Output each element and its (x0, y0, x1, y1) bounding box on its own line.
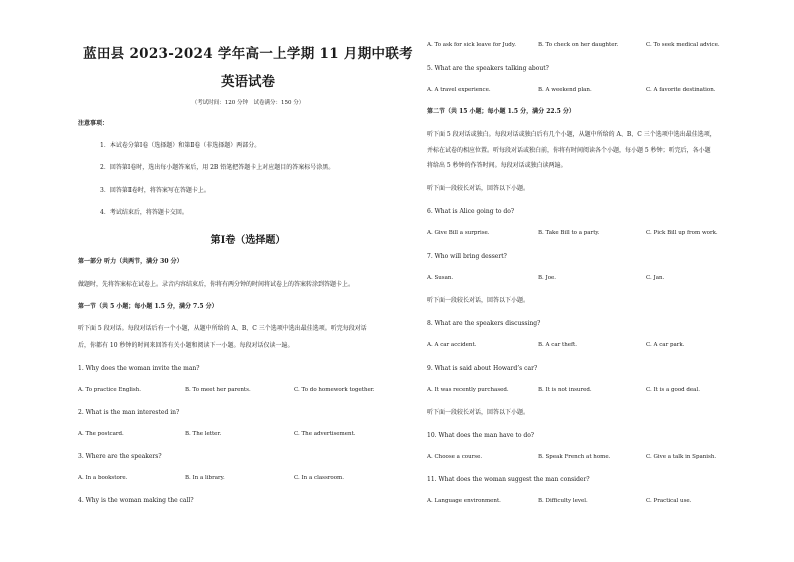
option-a: A. To ask for sick leave for Judy. (427, 42, 516, 48)
option-b: B. A weekend plan. (538, 87, 592, 93)
option-b: B. The letter. (185, 431, 222, 437)
question-stem: 2. What is the man interested in? (78, 409, 180, 416)
question-options (427, 498, 767, 506)
question-options (427, 230, 767, 238)
note-item: 3．回答第Ⅱ卷时，将答案写在答题卡上。 (100, 187, 210, 194)
option-b: B. In a library. (185, 475, 225, 481)
question-options (427, 454, 767, 462)
option-c: C. Practical use. (646, 498, 692, 504)
section2-instruction: 并标在试卷的相应位置。听每段对话或独白前，你将有时间阅读各个小题，每小题 5 秒钟；听完后，各小题 (427, 147, 711, 154)
listen-instruction: 听下面一段较长对话，回答以下小题。 (427, 409, 530, 416)
section1-instruction: 听下面 5 段对话。每段对话后有一个小题，从题中所给的 A、B、C 三个选项中选出最佳选项。听完每段对话 (78, 325, 367, 332)
section2-instruction: 听下面 5 段对话或独白。每段对话或独白后有几个小题，从题中所给的 A、B、C 三个选项中选出最佳选项， (427, 131, 716, 138)
notes-heading: 注意事项： (78, 120, 109, 127)
option-b: B. Difficulty level. (538, 498, 588, 504)
listen-instruction: 听下面一段较长对话，回答以下小题。 (427, 297, 530, 304)
option-c: C. In a classroom. (294, 475, 344, 481)
question-options (427, 275, 767, 283)
option-b: B. It is not insured. (538, 387, 592, 393)
option-b: B. Speak French at home. (538, 454, 611, 460)
right-column (427, 0, 767, 562)
part1-instruction: 做题时，先将答案标在试卷上。录音内容结束后，你将有两分钟的时间将试卷上的答案转涂到答题卡上。 (78, 281, 355, 288)
option-b: B. Take Bill to a party. (538, 230, 600, 236)
question-options (427, 42, 767, 50)
question-stem: 4. Why is the woman making the call? (78, 497, 194, 504)
exam-title: 蓝田县 2023-2024 学年高一上学期 11 月期中联考 (83, 46, 413, 62)
option-c: C. To seek medical advice. (646, 42, 720, 48)
option-b: B. To check on her daughter. (538, 42, 619, 48)
option-c: C. The advertisement. (294, 431, 356, 437)
option-a: A. To practice English. (78, 387, 142, 393)
note-item: 4．考试结束后，将答题卡交回。 (100, 209, 188, 216)
option-c: C. A car park. (646, 342, 685, 348)
left-column (78, 0, 418, 562)
option-a: A. Choose a course. (427, 454, 483, 460)
listen-instruction: 听下面一段较长对话，回答以下小题。 (427, 185, 530, 192)
note-item: 1．本试卷分第Ⅰ卷（选择题）和第Ⅱ卷（非选择题）两部分。 (100, 142, 261, 149)
question-stem: 6. What is Alice going to do? (427, 208, 515, 215)
question-stem: 10. What does the man have to do? (427, 432, 535, 439)
option-a: A. Give Bill a surprise. (427, 230, 490, 236)
option-a: A. A travel experience. (427, 87, 491, 93)
question-stem: 7. Who will bring dessert? (427, 253, 507, 260)
volume-title: 第Ⅰ卷（选择题） (210, 235, 286, 246)
question-stem: 1. Why does the woman invite the man? (78, 365, 200, 372)
section1-instruction: 后，你都有 10 秒钟的时间来回答有关小题和阅读下一小题。每段对话仅读一遍。 (78, 342, 294, 349)
option-a: A. A car accident. (427, 342, 477, 348)
option-a: A. The postcard. (78, 431, 124, 437)
option-a: A. In a bookstore. (78, 475, 128, 481)
section1-heading: 第一节（共 5 小题；每小题 1.5 分，满分 7.5 分） (78, 303, 218, 310)
question-stem: 9. What is said about Howard’s car? (427, 365, 538, 372)
option-b: B. To meet her parents. (185, 387, 251, 393)
section2-instruction: 将给出 5 秒钟的作答时间。每段对话或独白读两遍。 (427, 162, 567, 169)
option-a: A. Susan. (427, 275, 454, 281)
question-options (427, 387, 767, 395)
option-c: C. To do homework together. (294, 387, 375, 393)
question-options (427, 87, 767, 95)
question-stem: 8. What are the speakers discussing? (427, 320, 541, 327)
option-c: C. Give a talk in Spanish. (646, 454, 717, 460)
option-b: B. Joe. (538, 275, 557, 281)
option-c: C. It is a good deal. (646, 387, 700, 393)
option-a: A. Language environment. (427, 498, 501, 504)
question-stem: 11. What does the woman suggest the man consider? (427, 476, 590, 483)
option-c: C. Jan. (646, 275, 665, 281)
question-options (78, 475, 418, 483)
option-b: B. A car theft. (538, 342, 577, 348)
question-options (78, 387, 418, 395)
question-options (427, 342, 767, 350)
exam-subtitle: 英语试卷 (221, 74, 275, 90)
note-item: 2．回答第Ⅰ卷时，选出每小题答案后，用 2B 铅笔把答题卡上对应题目的答案标号涂黑。 (100, 164, 335, 171)
question-stem: 5. What are the speakers talking about? (427, 65, 549, 72)
question-options (78, 431, 418, 439)
option-a: A. It was recently purchased. (427, 387, 509, 393)
exam-info: （考试时间：120 分钟 试卷满分：150 分） (191, 100, 305, 106)
question-stem: 3. Where are the speakers? (78, 453, 162, 460)
section2-heading: 第二节（共 15 小题；每小题 1.5 分，满分 22.5 分） (427, 108, 575, 115)
option-c: C. Pick Bill up from work. (646, 230, 718, 236)
option-c: C. A favorite destination. (646, 87, 716, 93)
part1-heading: 第一部分 听力（共两节，满分 30 分） (78, 258, 183, 265)
